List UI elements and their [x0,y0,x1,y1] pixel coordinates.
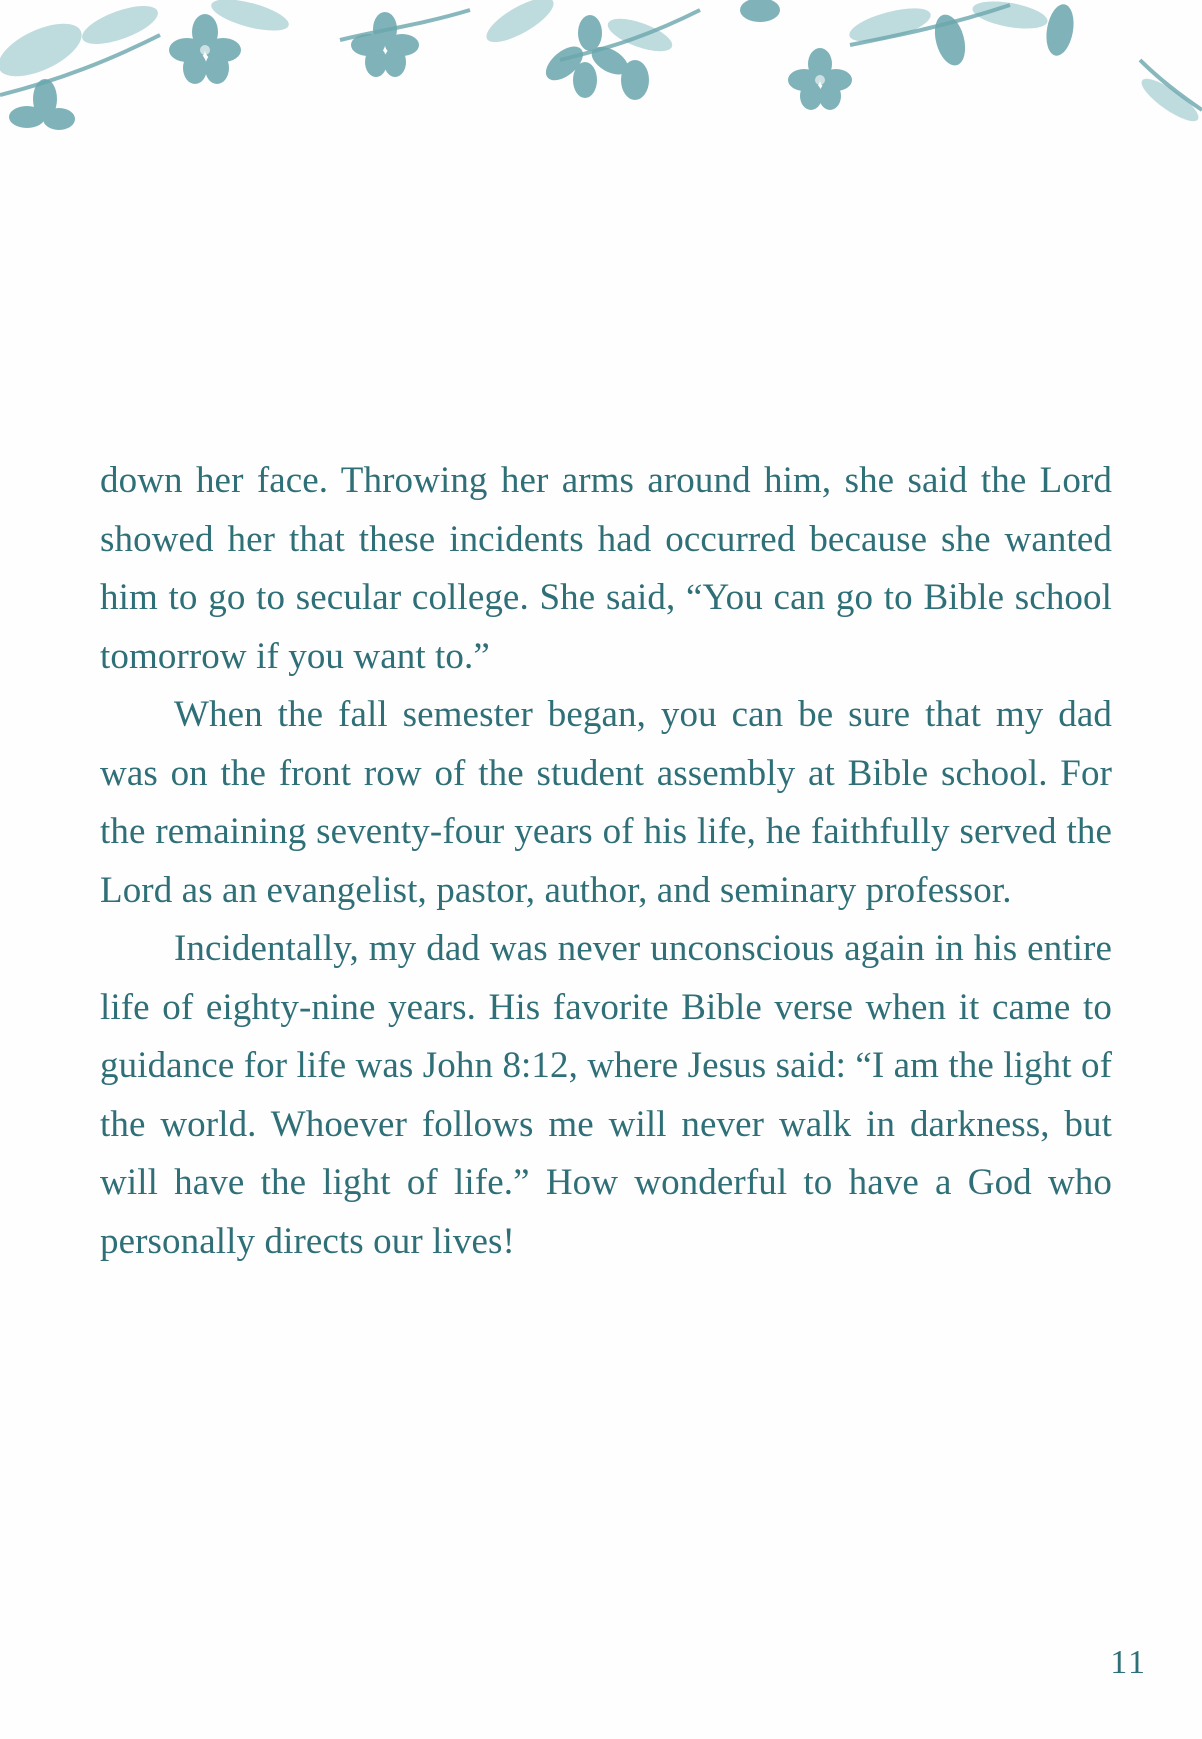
paragraph-3: Incidentally, my dad was never unconscious again in his entire life of eighty-nine years. His favorite Bible verse when it came to guidance for life was John 8:12, where Jesus said: “I am the light of the world. Whoever follows me will never walk in darkness, but will have the light of life.” How wonderful to have a God who personally directs our lives! [100,928,1112,1262]
body-text [100,452,1112,1271]
paragraph-2: When the fall semester began, you can be sure that my dad was on the front row of the student assembly at Bible school. For the remaining seventy-four years of his life, he faithfully served the Lord as an evangelist, pastor, author, and seminary professor. [100,694,1112,911]
floral-border-decoration [0,0,1202,170]
paragraph-1: down her face. Throwing her arms around him, she said the Lord showed her that these incidents had occurred because she wanted him to go to secular college. She said, “You can go to Bible school tomorrow if you want to.” [100,460,1112,677]
page-number: 11 [1110,1644,1147,1681]
